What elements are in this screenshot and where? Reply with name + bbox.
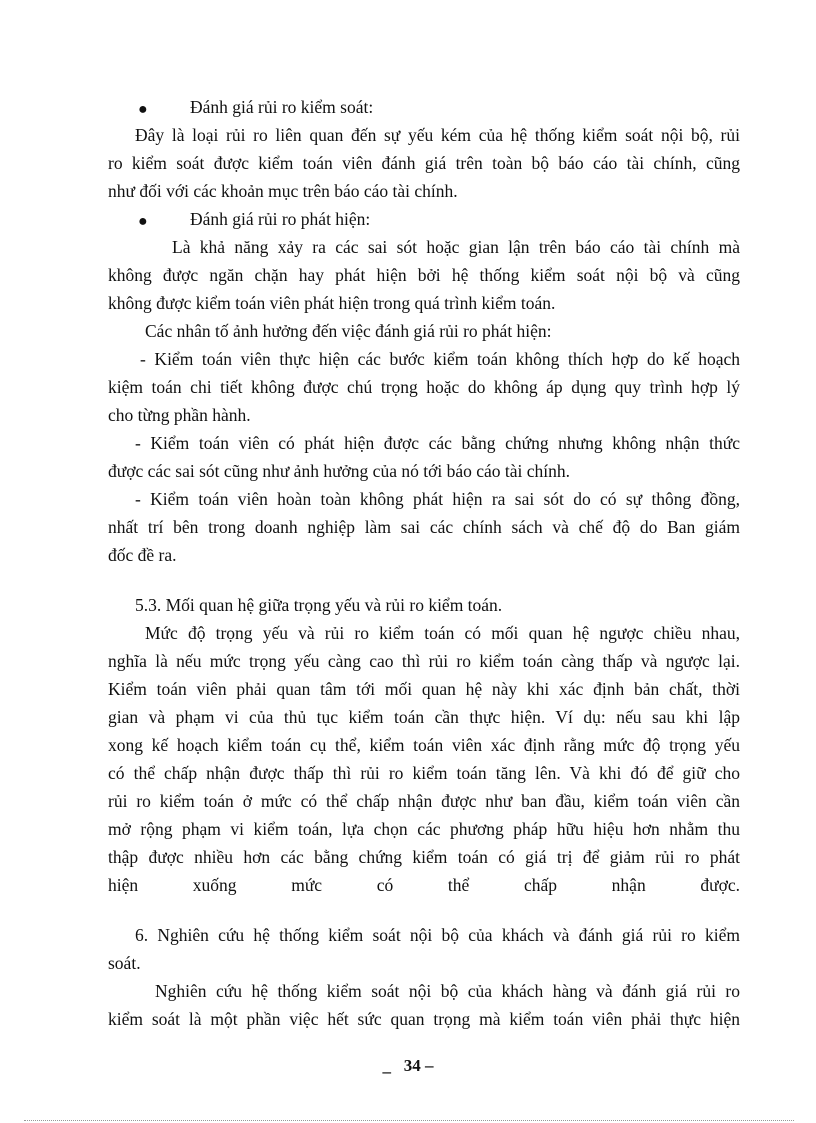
section-heading-6: 6. Nghiên cứu hệ thống kiểm soát nội bộ của khách và đánh giá rủi ro kiểm xyxy=(135,925,740,945)
paragraph-line: có thể chấp nhận được thấp thì rủi ro kiểm toán tăng lên. Và khi đó để giữ cho xyxy=(108,763,740,783)
paragraph-line: gian và phạm vi của thủ tục kiểm toán cần thực hiện. Ví dụ: nếu sau khi lập xyxy=(108,707,740,727)
subheading-risk-control: Đánh giá rủi ro kiểm soát: xyxy=(190,97,374,117)
paragraph-line: Là khả năng xảy ra các sai sót hoặc gian lận trên báo cáo tài chính mà xyxy=(172,237,740,257)
paragraph-line: nghĩa là nếu mức trọng yếu càng cao thì rủi ro kiểm toán càng thấp và ngược lại. xyxy=(108,651,740,671)
paragraph-line: Kiểm toán viên phải quan tâm tới mối quan hệ này khi xác định bản chất, thời xyxy=(108,679,740,699)
page-number xyxy=(0,1052,816,1080)
paragraph-line: - Kiểm toán viên thực hiện các bước kiểm toán không thích hợp do kế hoạch xyxy=(140,349,740,369)
paragraph-line: như đối với các khoản mục trên báo cáo tài chính. xyxy=(108,181,458,201)
paragraph-line: xong kế hoạch kiểm toán cụ thể, kiểm toán viên xác định rằng mức độ trọng yếu xyxy=(108,735,740,755)
paragraph-line: đốc đề ra. xyxy=(108,545,177,565)
paragraph-line: được các sai sót cũng như ảnh hưởng của nó tới báo cáo tài chính. xyxy=(108,461,570,481)
footer-prefix: _ xyxy=(382,1056,391,1075)
section-heading-5-3: 5.3. Mối quan hệ giữa trọng yếu và rủi ro kiểm toán. xyxy=(135,595,503,615)
subheading-risk-detection: Đánh giá rủi ro phát hiện: xyxy=(190,209,371,229)
paragraph-line: mở rộng phạm vi kiểm toán, lựa chọn các phương pháp hữu hiệu hơn nhằm thu xyxy=(108,819,740,839)
paragraph-line: thập được nhiều hơn các bằng chứng kiểm toán có giá trị để giảm rủi ro phát xyxy=(108,847,740,867)
paragraph-line: ro kiểm soát được kiểm toán viên đánh giá trên toàn bộ báo cáo tài chính, cũng xyxy=(108,153,740,173)
page-number-value: 34 xyxy=(403,1056,421,1075)
bullet-icon: ● xyxy=(138,213,148,230)
page-border-dotted xyxy=(24,1120,794,1121)
paragraph-line: nhất trí bên trong doanh nghiệp làm sai các chính sách và chế độ do Ban giám xyxy=(108,517,740,537)
paragraph-line: Đây là loại rủi ro liên quan đến sự yếu kém của hệ thống kiểm soát nội bộ, rủi xyxy=(135,125,740,145)
paragraph-line: Mức độ trọng yếu và rủi ro kiểm toán có mối quan hệ ngược chiều nhau, xyxy=(145,623,740,643)
paragraph-line: không được ngăn chặn hay phát hiện bởi hệ thống kiểm soát nội bộ và cũng xyxy=(108,265,740,285)
paragraph-line: Các nhân tố ảnh hưởng đến việc đánh giá rủi ro phát hiện: xyxy=(145,321,552,341)
section-heading-6-cont: soát. xyxy=(108,953,141,973)
paragraph-line: kiệm toán chi tiết không được chú trọng hoặc do không áp dụng quy trình hợp lý xyxy=(108,377,740,397)
paragraph-line: - Kiểm toán viên có phát hiện được các bằng chứng nhưng không nhận thức xyxy=(135,433,740,453)
bullet-icon: ● xyxy=(138,101,148,118)
paragraph-line: hiện xuống mức có thể chấp nhận được. xyxy=(108,875,740,895)
paragraph-line: - Kiểm toán viên hoàn toàn không phát hiện ra sai sót do có sự thông đồng, xyxy=(135,489,740,509)
paragraph-line: Nghiên cứu hệ thống kiểm soát nội bộ của khách hàng và đánh giá rủi ro xyxy=(155,981,740,1001)
paragraph-line: kiểm soát là một phần việc hết sức quan trọng mà kiểm toán viên phải thực hiện xyxy=(108,1009,740,1029)
paragraph-line: rủi ro kiểm toán ở mức có thể chấp nhận được như ban đầu, kiểm toán viên cần xyxy=(108,791,740,811)
footer-suffix: – xyxy=(425,1056,434,1075)
paragraph-line: cho từng phần hành. xyxy=(108,405,251,425)
paragraph-line: không được kiểm toán viên phát hiện trong quá trình kiểm toán. xyxy=(108,293,556,313)
